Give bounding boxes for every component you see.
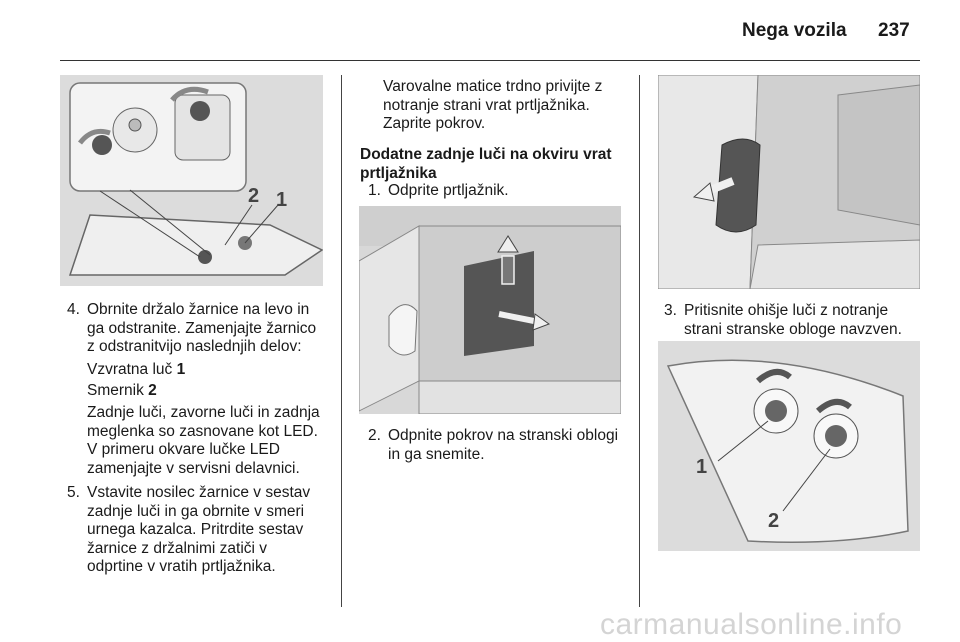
column-divider-2: [639, 75, 640, 607]
item-reverse-light-number: 1: [176, 361, 186, 378]
page-title: Nega vozila: [742, 20, 847, 41]
step-1-number: 1.: [368, 182, 381, 199]
led-note-line-3: V primeru okvare lučke LED: [87, 441, 280, 458]
led-note-line-1: Zadnje luči, zavorne luči in zadnja: [87, 404, 320, 421]
item-turn-signal-label: Smernik: [87, 382, 149, 399]
figure-callout-2: 2: [248, 185, 260, 207]
step-4-line-2: ga odstranite. Zamenjajte žarnico: [87, 319, 317, 337]
page-number: 237: [878, 20, 910, 41]
figure-callout-1: 1: [276, 189, 288, 211]
step-4-number: 4.: [67, 301, 80, 318]
figure-tail-lamp-bulb-holder: [60, 75, 323, 286]
section-heading-line-1: Dodatne zadnje luči na okviru vrat: [360, 146, 612, 163]
header-rule: [60, 60, 920, 61]
column-divider-1: [341, 75, 342, 607]
step-5-line-4: žarnice z držalnimi zatiči v: [87, 539, 268, 557]
section-heading-line-2: prtljažnika: [360, 164, 437, 182]
step-5-line-5: odprtine v vratih prtljažnika.: [87, 558, 276, 575]
step-2-number: 2.: [368, 427, 381, 444]
step-5-line-2: zadnje luči in ga obrnite v smeri: [87, 502, 305, 520]
step-4-line-1: Obrnite držalo žarnice na levo in: [87, 301, 310, 318]
step-5-line-3: urnega kazalca. Pritrdite sestav: [87, 521, 304, 538]
intro-paragraph: [383, 78, 633, 134]
intro-line-1: Varovalne matice trdno privijte z: [383, 78, 603, 95]
step-1: [368, 182, 628, 202]
step-2-line-1: Odpnite pokrov na stranski oblogi: [388, 427, 619, 444]
figure-frame-lamp-bulbs: [658, 341, 920, 551]
led-note-line-4: zamenjajte v servisni delavnici.: [87, 459, 300, 477]
item-reverse-light-label: Vzvratna luč: [87, 361, 177, 378]
item-turn-signal-number: 2: [148, 382, 157, 399]
step-2-line-2: in ga snemite.: [388, 445, 485, 463]
step-5: [67, 484, 335, 579]
led-note: [87, 404, 337, 478]
figure-callout-1-right: 1: [696, 456, 708, 478]
intro-line-2: notranje strani vrat prtljažnika.: [383, 96, 590, 114]
step-4-line-3: z odstranitvijo naslednjih delov:: [87, 338, 302, 355]
step-3-number: 3.: [664, 302, 677, 319]
figure-callout-2-right: 2: [768, 510, 780, 532]
section-heading: [360, 146, 630, 183]
step-1-text: Odprite prtljažnik.: [388, 182, 509, 199]
intro-line-3: Zaprite pokrov.: [383, 115, 486, 132]
step-3-line-1: Pritisnite ohišje luči z notranje: [684, 302, 889, 319]
step-5-number: 5.: [67, 484, 80, 501]
item-turn-signal: [87, 382, 157, 401]
figure-trunk-side-cover: [359, 206, 621, 414]
item-reverse-light: [87, 361, 185, 380]
step-3-line-2: strani stranske obloge navzven.: [684, 320, 902, 338]
step-3: [664, 302, 924, 342]
led-note-line-2: meglenka so zasnovane kot LED.: [87, 422, 318, 440]
step-2: [368, 427, 630, 467]
figure-trunk-frame-lamp: [658, 75, 920, 289]
footer-watermark: carmanualsonline.info: [600, 608, 903, 641]
step-5-line-1: Vstavite nosilec žarnice v sestav: [87, 484, 311, 501]
